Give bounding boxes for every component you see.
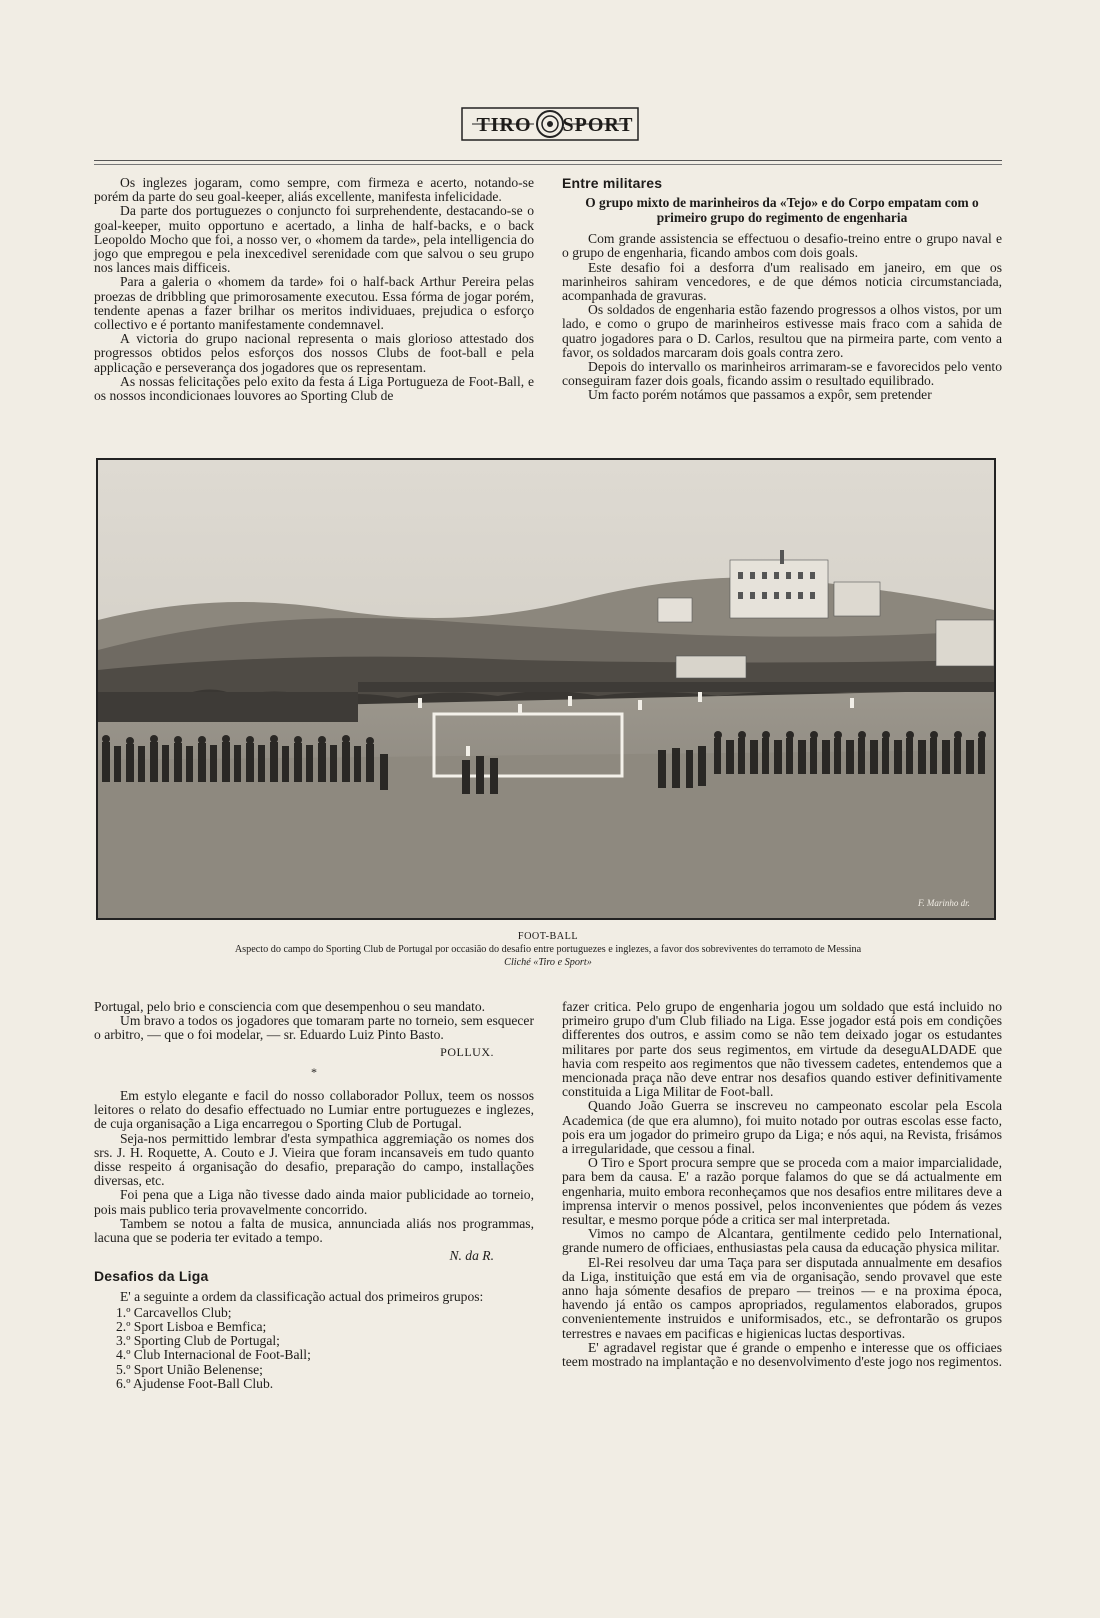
column-left-bottom <box>94 1000 534 1391</box>
paragraph: Os soldados de engenharia estão fazendo progressos a olhos vistos, por um lado, e como o grupo de marinheiros estivesse mais fraco com a sahida de quatro jogadores para o D. Carlos, resultou que na pirmeira parte, com vento a favor, os soldados marcaram dois goals contra zero. <box>562 302 1002 360</box>
column-left-top <box>94 176 534 403</box>
section-heading-desafios-da-liga: Desafios da Liga <box>94 1268 209 1285</box>
list-item: 5.º Sport União Belenense; <box>116 1361 263 1377</box>
caption-credit: Cliché «Tiro e Sport» <box>504 957 592 968</box>
paragraph: Quando João Guerra se inscreveu no campeonato escolar pela Escola Academica (de que era alumno), foi muito notado por outras escolas esse facto, pois era um jogador do primeiro grupo da Liga; e nós aqui, na Revista, frisámos a irregularidade, que cessou a final. <box>562 1098 1002 1157</box>
paragraph: O Tiro e Sport procura sempre que se proceda com a maior imparcialidade, para bem da causa. E' a razão porque falamos do que se dá actualmente em engenharia, muito embora reconheçamos que nos desafios entre militares deve a imprensa intervir o menos possivel, pelos inconvenientes que pódem ás vezes resultar, e mesmo porque póde a critica ser mal interpretada. <box>562 1155 1002 1228</box>
paragraph: E' agradavel registar que é grande o empenho e interesse que os officiaes teem mostrado na implantação e no desenvolvimento d'este jogo nos regimentos. <box>562 1339 1002 1370</box>
column-right-top <box>562 176 1002 403</box>
svg-text:SPORT: SPORT <box>562 114 634 136</box>
caption-title: FOOT-BALL <box>517 931 579 942</box>
photo-caption <box>94 930 1002 969</box>
paragraph: Para a galeria o «homem da tarde» foi o half-back Arthur Pereira pelas proezas de dribbling que primorosamente executou. Essa fórma de jogar porém, tendente apenas a fazer brilhar os meritos individuaes, prejudica o esforço collectivo e é portanto manifestamente condemnavel. <box>94 274 534 333</box>
paragraph: El-Rei resolveu dar uma Taça para ser disputada annualmente em desafios da Liga, instituição que está em via de organisação, sendo provavel que este anno haja sómente desafios de preparo — treinos — e na proxima época, havendo já então os campos apropriados, regulamentos elaborados, grupos convenientemente instruidos e uniformisados, etc., se defrontarão os grupos terrestres e navaes em pacificas e higienicas luctas desportivas. <box>562 1254 1002 1341</box>
paragraph: Vimos no campo de Alcantara, gentilmente cedido pelo International, grande numero de officiaes, enthusiastas pela causa da educação physica militar. <box>562 1226 1002 1256</box>
list-item: 3.º Sporting Club de Portugal; <box>116 1333 280 1349</box>
section-separator-asterisk: * <box>311 1064 317 1079</box>
paragraph: Foi pena que a Liga não tivesse dado ainda maior publicidade ao torneio, pois mais publico teria provavelmente concorrido. <box>94 1187 534 1217</box>
paragraph: fazer critica. Pelo grupo de engenharia jogou um soldado que está incluido no primeiro grupo d'um Club filiado na Liga. Esse jogador está pois em condições differentes dos outros, e assim como se não tem deixado jogar os estudantes militares por parte dos seus regimentos, em virtude da deseguALDADE que havia com respeito aos regimentos que não tivessem cadetes, entendemos que a mencionada praça não deve entrar nos desafios quando estiver definitivamente constituida a Liga Militar de Foot-ball. <box>562 999 1002 1100</box>
paragraph: Os inglezes jogaram, como sempre, com firmeza e acerto, notando-se porém da parte do seu goal-keeper, aliás excellente, manifesta infelicidade. <box>94 175 534 205</box>
football-field-photo <box>96 458 996 920</box>
signature-editorial: N. da R. <box>449 1248 494 1264</box>
league-ranking-list <box>116 1306 534 1391</box>
list-item: 6.º Ajudense Foot-Ball Club. <box>116 1375 274 1391</box>
header-rule <box>94 160 1002 161</box>
svg-text:TIRO: TIRO <box>476 114 532 136</box>
paragraph: Este desafio foi a desforra d'um realisado em janeiro, em que os marinheiros sahiram vencedores, e de que démos noticia circumstanciada, acompanhada de gravuras. <box>562 259 1002 304</box>
paragraph: E' a seguinte a ordem da classificação actual dos primeiros grupos: <box>120 1288 484 1304</box>
paragraph: A victoria do grupo nacional representa o mais glorioso attestado dos progressos obtidos pelos esforços dos nossos Clubs de foot-ball e pela applicação e perseverança dos jogadores que os representam. <box>94 331 534 375</box>
paragraph: Da parte dos portuguezes o conjuncto foi surprehendente, destacando-se o goal-keeper, muito opportuno e acertado, a linha de half-backs, e o back Leopoldo Mocho que foi, a nosso ver, o «homem da tarde», pela intelligencia do jogo que empregou e pela inexcedivel serenidade com que salvou o seu grupo nos lances mais difficeis. <box>94 203 534 276</box>
paragraph: Um facto porém notámos que passamos a expôr, sem pretender <box>588 387 932 403</box>
masthead-logo <box>460 100 640 148</box>
list-item: 4.º Club Internacional de Foot-Ball; <box>116 1347 311 1363</box>
photo-signature: F. Marinho dr. <box>918 898 970 908</box>
paragraph: Portugal, pelo brio e consciencia com que desempenhou o seu mandato. <box>94 999 486 1014</box>
section-heading-entre-militares: Entre militares <box>562 175 663 191</box>
caption-description: Aspecto do campo do Sporting Club de Portugal por occasião do desafio entre portuguezes e inglezes, a favor dos sobreviventes do terramoto de Messina <box>234 944 862 955</box>
paragraph: Depois do intervallo os marinheiros arrimaram-se e favorecidos pelo vento conseguiram fazer dois goals, ficando assim o resultado equilibrado. <box>562 359 1002 389</box>
paragraph: As nossas felicitações pelo exito da festa á Liga Portugueza de Foot-Ball, e os nossos incondicionaes louvores ao Sporting Club de <box>94 373 534 404</box>
article-subhead: O grupo mixto de marinheiros da «Tejo» e do Corpo empatam com o primeiro grupo do regimento de engenharia <box>585 195 979 225</box>
paragraph: Tambem se notou a falta de musica, annunciada aliás nos programmas, lacuna que se poderia ter evitado a tempo. <box>94 1215 534 1246</box>
paragraph: Um bravo a todos os jogadores que tomaram parte no torneio, sem esquecer o arbitro, — que o foi modelar, — sr. Eduardo Luiz Pinto Basto. <box>94 1013 534 1043</box>
header-rule-second <box>94 164 1002 165</box>
signature-pollux: POLLUX. <box>440 1044 494 1059</box>
list-item: 2.º Sport Lisboa e Bemfica; <box>116 1319 267 1335</box>
column-right-bottom <box>562 1000 1002 1369</box>
paragraph: Com grande assistencia se effectuou o desafio-treino entre o grupo naval e o grupo de engenharia, ficando ambos com dois goals. <box>562 231 1002 261</box>
paragraph: Em estylo elegante e facil do nosso collaborador Pollux, teem os nossos leitores o relato do desafio effectuado no Lumiar entre portuguezes e inglezes, de cuja organisação a Liga encarregou o Sporting Club de Portugal. <box>94 1088 534 1132</box>
list-item: 1.º Carcavellos Club; <box>116 1304 232 1320</box>
paragraph: Seja-nos permittido lembrar d'esta sympathica aggremiação os nomes dos srs. J. H. Roquette, A. Couto e J. Vieira que foram incansaveis em tudo quanto disse respeito á organisação do desafio, preparação do campo, installações diversas, etc. <box>94 1130 534 1189</box>
